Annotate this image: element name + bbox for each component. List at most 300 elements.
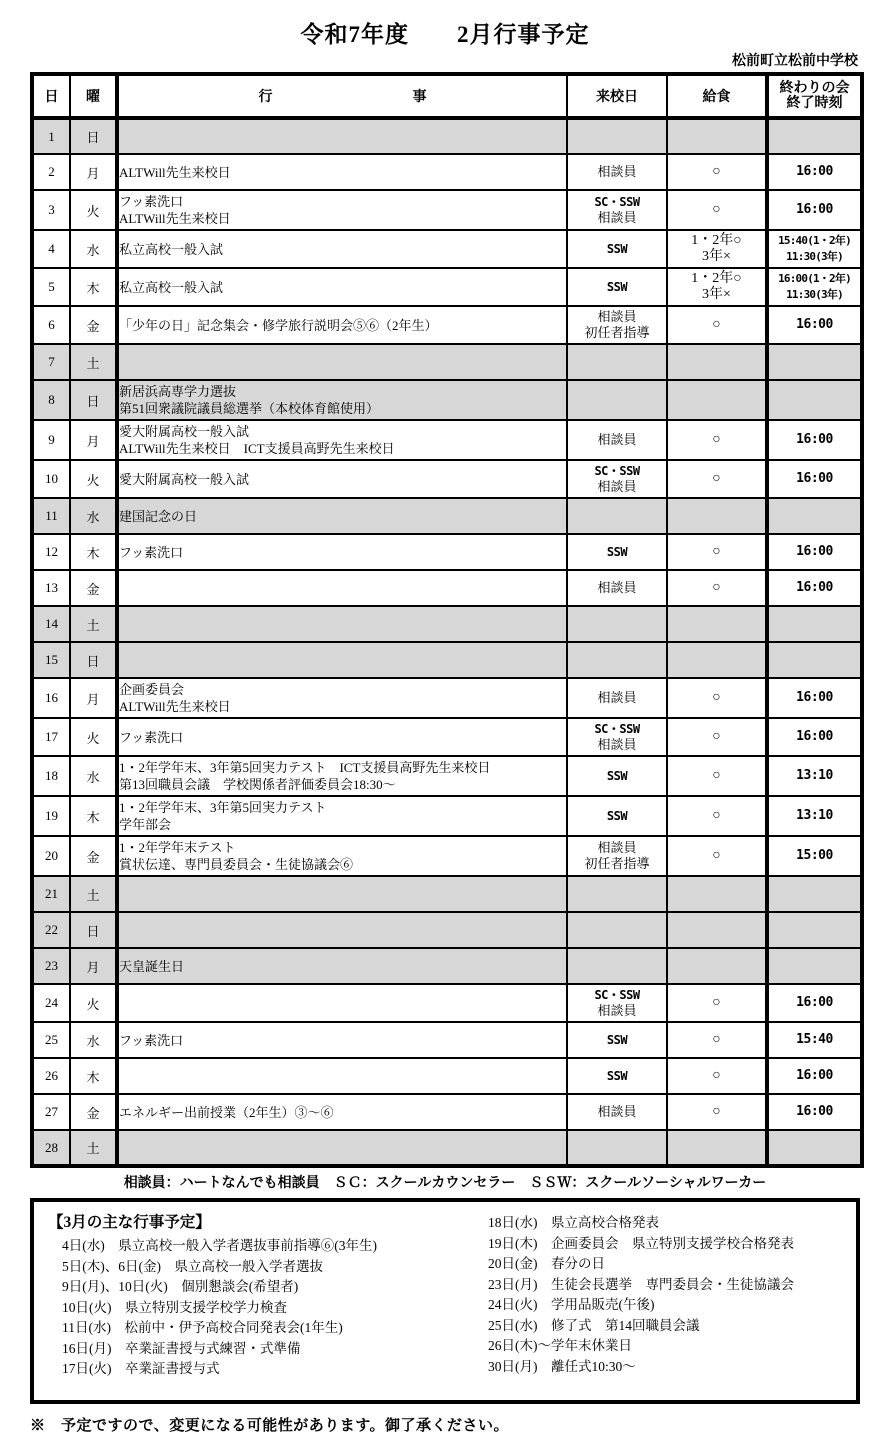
- header-endtime-line2: 終了時刻: [786, 96, 843, 111]
- lunch-cell: [667, 154, 767, 190]
- end-time-cell: [767, 420, 862, 460]
- weekday-cell-line: 水: [86, 1033, 100, 1049]
- lunch-cell-line: ○: [712, 1104, 721, 1119]
- visitor-cell-line: SSW: [606, 545, 628, 559]
- weekday-cell: [70, 1058, 117, 1094]
- day-cell: [32, 1094, 70, 1130]
- weekday-cell: [70, 498, 117, 534]
- weekday-cell-line: 日: [86, 393, 100, 409]
- march-list-right: [488, 1213, 844, 1377]
- weekday-cell: [70, 190, 117, 230]
- events-cell: [117, 460, 567, 498]
- end-time-cell: [767, 796, 862, 836]
- events-cell: [117, 118, 567, 154]
- lunch-cell: [667, 912, 767, 948]
- day-cell-line: 9: [48, 432, 55, 447]
- end-time-cell: [767, 984, 862, 1022]
- end-time-cell-line: 11:30(3年): [786, 288, 843, 301]
- table-row: [32, 796, 862, 836]
- events-cell: [117, 836, 567, 876]
- weekday-cell: [70, 876, 117, 912]
- day-cell-line: 4: [48, 241, 55, 256]
- day-cell: [32, 876, 70, 912]
- day-cell-line: 12: [45, 544, 58, 559]
- end-time-cell-line: 13:10: [796, 808, 833, 823]
- weekday-cell-line: 火: [86, 472, 100, 488]
- march-schedule-box: [30, 1198, 860, 1404]
- events-cell: [117, 796, 567, 836]
- events-cell: [117, 190, 567, 230]
- weekday-cell-line: 水: [86, 769, 100, 785]
- lunch-cell-line: ○: [712, 471, 721, 486]
- end-time-cell: [767, 118, 862, 154]
- day-cell: [32, 984, 70, 1022]
- end-time-cell: [767, 380, 862, 420]
- day-cell: [32, 1058, 70, 1094]
- end-time-cell: [767, 306, 862, 344]
- visitor-cell: [567, 948, 667, 984]
- march-event-item: 11日(水) 松前中・伊予高校合同発表会(1年生): [62, 1320, 343, 1335]
- end-time-cell-line: 16:00: [796, 729, 833, 744]
- day-cell: [32, 268, 70, 306]
- day-cell-line: 20: [45, 848, 58, 863]
- visitor-cell-line: SC・SSW: [594, 722, 640, 736]
- lunch-cell-line: ○: [712, 202, 721, 217]
- events-cell-line: 企画委員会: [119, 682, 185, 697]
- end-time-cell-line: 16:00: [796, 690, 833, 705]
- day-cell: [32, 796, 70, 836]
- schedule-table: [30, 72, 864, 1168]
- day-cell-line: 22: [45, 922, 58, 937]
- weekday-cell-line: 火: [86, 996, 100, 1012]
- weekday-cell-line: 木: [86, 1069, 100, 1085]
- visitor-cell-line: 相談員: [597, 479, 637, 494]
- events-cell: [117, 606, 567, 642]
- header-endtime-line1: 終わりの会: [779, 81, 850, 96]
- march-event-item: 17日(火) 卒業証書授与式: [62, 1361, 220, 1376]
- table-row: [32, 756, 862, 796]
- weekday-cell: [70, 642, 117, 678]
- weekday-cell: [70, 1130, 117, 1166]
- visitor-cell: [567, 380, 667, 420]
- march-event-item: 9日(月)、10日(火) 個別懇談会(希望者): [62, 1279, 299, 1294]
- lunch-cell-line: ○: [712, 580, 721, 595]
- end-time-cell: [767, 498, 862, 534]
- end-time-cell: [767, 948, 862, 984]
- lunch-cell: [667, 498, 767, 534]
- events-cell: [117, 268, 567, 306]
- events-cell: [117, 718, 567, 756]
- day-cell: [32, 1022, 70, 1058]
- weekday-cell: [70, 534, 117, 570]
- schedule-header: [32, 74, 862, 118]
- table-row: [32, 230, 862, 268]
- visitor-cell-line: 初任者指導: [584, 856, 650, 871]
- header-endtime: [767, 74, 862, 118]
- events-cell: [117, 380, 567, 420]
- events-cell: [117, 534, 567, 570]
- lunch-cell: [667, 420, 767, 460]
- weekday-cell: [70, 796, 117, 836]
- weekday-cell-line: 火: [86, 730, 100, 746]
- visitor-cell: [567, 1022, 667, 1058]
- day-cell: [32, 1130, 70, 1166]
- march-event-item: 10日(火) 県立特別支援学校学力検査: [62, 1299, 287, 1315]
- march-event-item: 26日(木)～学年末休業日: [488, 1338, 632, 1353]
- end-time-cell-line: 16:00: [796, 580, 833, 595]
- day-cell-line: 8: [48, 392, 55, 407]
- end-time-cell-line: 16:00: [796, 1104, 833, 1119]
- end-time-cell-line: 16:00: [796, 1068, 833, 1083]
- visitor-cell: [567, 268, 667, 306]
- table-row: [32, 306, 862, 344]
- events-cell-line: 1・2年学年末、3年第5回実力テスト ICT支援員高野先生来校日: [119, 760, 491, 775]
- march-event-item: 20日(金) 春分の日: [488, 1256, 605, 1271]
- weekday-cell-line: 土: [86, 887, 100, 903]
- end-time-cell: [767, 606, 862, 642]
- weekday-cell: [70, 154, 117, 190]
- end-time-cell: [767, 154, 862, 190]
- events-cell: [117, 420, 567, 460]
- day-cell: [32, 678, 70, 718]
- header-events: 行 事: [117, 74, 567, 118]
- weekday-cell-line: 木: [86, 809, 100, 825]
- visitor-cell: [567, 876, 667, 912]
- end-time-cell: [767, 1022, 862, 1058]
- events-cell: [117, 344, 567, 380]
- visitor-cell: [567, 796, 667, 836]
- table-row: [32, 118, 862, 154]
- events-cell: [117, 1058, 567, 1094]
- day-cell: [32, 306, 70, 344]
- table-row: [32, 420, 862, 460]
- lunch-cell: [667, 534, 767, 570]
- visitor-cell-line: 相談員: [597, 690, 637, 705]
- weekday-cell: [70, 460, 117, 498]
- end-time-cell: [767, 836, 862, 876]
- weekday-cell: [70, 344, 117, 380]
- march-event-item: 4日(水) 県立高校一般入学者選抜事前指導⑥(3年生): [62, 1238, 377, 1253]
- header-lunch: 給食: [667, 74, 767, 118]
- lunch-cell: [667, 460, 767, 498]
- visitor-cell: [567, 1058, 667, 1094]
- lunch-cell-line: ○: [712, 729, 721, 744]
- visitor-cell-line: 相談員: [597, 1003, 637, 1018]
- weekday-cell: [70, 836, 117, 876]
- table-row: [32, 678, 862, 718]
- visitor-cell: [567, 642, 667, 678]
- day-cell-line: 21: [45, 886, 58, 901]
- visitor-cell-line: SC・SSW: [594, 195, 640, 209]
- lunch-cell: [667, 118, 767, 154]
- end-time-cell: [767, 876, 862, 912]
- weekday-cell-line: 日: [86, 130, 100, 145]
- visitor-cell-line: 相談員: [597, 164, 637, 179]
- table-row: [32, 498, 862, 534]
- visitor-cell: [567, 912, 667, 948]
- lunch-cell-line: 3年×: [702, 249, 731, 264]
- events-cell-line: 愛大附属高校一般入試: [119, 471, 250, 487]
- lunch-cell-line: ○: [712, 995, 721, 1010]
- day-cell-line: 25: [45, 1032, 58, 1047]
- weekday-cell: [70, 380, 117, 420]
- march-right-column: [488, 1212, 844, 1380]
- weekday-cell: [70, 678, 117, 718]
- table-row: [32, 948, 862, 984]
- lunch-cell-line: ○: [712, 432, 721, 447]
- day-cell: [32, 948, 70, 984]
- events-cell-line: 賞状伝達、専門員委員会・生徒協議会⑥: [119, 857, 354, 872]
- events-cell-line: フッ素洗口: [119, 544, 184, 560]
- march-event-item: 23日(月) 生徒会長選挙 専門委員会・生徒協議会: [488, 1276, 794, 1292]
- end-time-cell: [767, 460, 862, 498]
- lunch-cell-line: ○: [712, 317, 721, 332]
- events-cell: [117, 230, 567, 268]
- end-time-cell: [767, 912, 862, 948]
- events-cell-line: 天皇誕生日: [119, 958, 185, 974]
- visitor-cell: [567, 756, 667, 796]
- visitor-cell: [567, 534, 667, 570]
- lunch-cell-line: ○: [712, 808, 721, 823]
- page-title: 令和7年度 2月行事予定: [300, 22, 590, 47]
- day-cell-line: 16: [45, 690, 58, 705]
- header-day: 日: [32, 74, 70, 118]
- lunch-cell: [667, 268, 767, 306]
- weekday-cell-line: 金: [86, 318, 100, 334]
- table-row: [32, 718, 862, 756]
- end-time-cell: [767, 1094, 862, 1130]
- visitor-cell: [567, 344, 667, 380]
- day-cell-line: 26: [45, 1068, 58, 1083]
- day-cell-line: 6: [48, 317, 55, 332]
- day-cell: [32, 642, 70, 678]
- day-cell-line: 2: [48, 164, 55, 179]
- weekday-cell-line: 土: [86, 617, 100, 633]
- end-time-cell-line: 15:40(1・2年): [778, 234, 851, 247]
- lunch-cell-line: ○: [712, 544, 721, 559]
- events-cell: [117, 948, 567, 984]
- lunch-cell-line: 1・2年○: [691, 271, 742, 286]
- march-list-left: [48, 1236, 488, 1380]
- end-time-cell: [767, 756, 862, 796]
- weekday-cell: [70, 420, 117, 460]
- day-cell: [32, 756, 70, 796]
- events-cell-line: ALTWill先生来校日: [119, 699, 231, 714]
- weekday-cell-line: 日: [86, 653, 100, 669]
- lunch-cell: [667, 756, 767, 796]
- weekday-cell-line: 月: [86, 959, 100, 975]
- weekday-cell: [70, 306, 117, 344]
- day-cell-line: 14: [45, 616, 58, 631]
- visitor-cell: [567, 1130, 667, 1166]
- lunch-cell-line: ○: [712, 164, 721, 179]
- lunch-cell: [667, 796, 767, 836]
- day-cell-line: 27: [45, 1104, 58, 1119]
- day-cell: [32, 344, 70, 380]
- weekday-cell: [70, 1094, 117, 1130]
- end-time-cell-line: 15:40: [796, 1032, 833, 1047]
- table-row: [32, 984, 862, 1022]
- lunch-cell: [667, 984, 767, 1022]
- events-cell: [117, 678, 567, 718]
- lunch-cell-line: ○: [712, 848, 721, 863]
- weekday-cell-line: 月: [86, 165, 100, 181]
- events-cell-line: 私立高校一般入試: [119, 241, 224, 257]
- events-cell-line: 建国記念の日: [119, 508, 198, 524]
- visitor-cell-line: 相談員: [597, 580, 637, 595]
- day-cell: [32, 154, 70, 190]
- visitor-cell: [567, 154, 667, 190]
- weekday-cell-line: 金: [86, 581, 100, 597]
- lunch-cell: [667, 344, 767, 380]
- day-cell-line: 5: [48, 279, 55, 294]
- visitor-cell-line: 相談員: [597, 210, 637, 225]
- visitor-cell-line: 相談員: [597, 1104, 637, 1119]
- end-time-cell: [767, 678, 862, 718]
- events-cell: [117, 306, 567, 344]
- visitor-cell-line: SSW: [606, 809, 628, 823]
- visitor-cell-line: SSW: [606, 1069, 628, 1083]
- end-time-cell-line: 16:00: [796, 544, 833, 559]
- lunch-cell: [667, 570, 767, 606]
- table-row: [32, 912, 862, 948]
- events-cell: [117, 1022, 567, 1058]
- weekday-cell: [70, 756, 117, 796]
- lunch-cell: [667, 1130, 767, 1166]
- table-row: [32, 190, 862, 230]
- table-row: [32, 606, 862, 642]
- day-cell: [32, 190, 70, 230]
- day-cell: [32, 380, 70, 420]
- table-row: [32, 534, 862, 570]
- visitor-cell-line: 相談員: [597, 737, 637, 752]
- end-time-cell-line: 16:00: [796, 432, 833, 447]
- lunch-cell: [667, 606, 767, 642]
- events-cell-line: 私立高校一般入試: [119, 279, 224, 295]
- visitor-cell: [567, 230, 667, 268]
- weekday-cell: [70, 570, 117, 606]
- table-row: [32, 268, 862, 306]
- lunch-cell-line: 3年×: [702, 287, 731, 302]
- day-cell-line: 3: [48, 202, 55, 217]
- visitor-cell: [567, 718, 667, 756]
- day-cell-line: 28: [45, 1139, 58, 1155]
- weekday-cell: [70, 230, 117, 268]
- events-cell: [117, 570, 567, 606]
- lunch-cell: [667, 876, 767, 912]
- events-cell-line: 第51回衆議院議員総選挙（本校体育館使用）: [119, 401, 380, 416]
- day-cell: [32, 912, 70, 948]
- visitor-cell-line: 初任者指導: [584, 325, 650, 340]
- lunch-cell: [667, 1022, 767, 1058]
- weekday-cell-line: 水: [86, 509, 100, 525]
- march-event-item: 25日(水) 修了式 第14回職員会議: [488, 1317, 700, 1333]
- table-row: [32, 876, 862, 912]
- visitor-cell-line: 相談員: [597, 432, 637, 447]
- lunch-cell: [667, 190, 767, 230]
- end-time-cell: [767, 1058, 862, 1094]
- day-cell: [32, 836, 70, 876]
- march-event-item: 24日(火) 学用品販売(午後): [488, 1297, 655, 1312]
- school-name: 松前町立松前中学校: [732, 54, 858, 69]
- visitor-cell-line: SSW: [606, 280, 628, 294]
- schedule-body: [32, 118, 862, 1166]
- events-cell: [117, 642, 567, 678]
- end-time-cell: [767, 534, 862, 570]
- end-time-cell-line: 13:10: [796, 768, 833, 783]
- day-cell: [32, 118, 70, 154]
- weekday-cell-line: 金: [86, 1105, 100, 1121]
- end-time-cell: [767, 268, 862, 306]
- end-time-cell-line: 16:00: [796, 202, 833, 217]
- end-time-cell-line: 16:00: [796, 995, 833, 1010]
- weekday-cell: [70, 268, 117, 306]
- table-row: [32, 1022, 862, 1058]
- visitor-cell-line: SC・SSW: [594, 988, 640, 1002]
- day-cell-line: 11: [45, 508, 58, 523]
- lunch-cell-line: ○: [712, 690, 721, 705]
- header-weekday: 曜: [70, 74, 117, 118]
- weekday-cell: [70, 118, 117, 154]
- events-cell-line: 愛大附属高校一般入試: [119, 424, 250, 439]
- visitor-cell: [567, 836, 667, 876]
- weekday-cell: [70, 606, 117, 642]
- day-cell-line: 7: [48, 354, 55, 369]
- events-cell-line: フッ素洗口: [119, 1032, 184, 1048]
- visitor-cell: [567, 190, 667, 230]
- table-row: [32, 1130, 862, 1166]
- visitor-cell-line: SC・SSW: [594, 464, 640, 478]
- day-cell-line: 18: [45, 768, 58, 783]
- day-cell: [32, 606, 70, 642]
- events-cell-line: 新居浜高専学力選抜: [119, 384, 237, 399]
- lunch-cell-line: ○: [712, 1068, 721, 1083]
- visitor-cell: [567, 420, 667, 460]
- visitor-cell: [567, 984, 667, 1022]
- weekday-cell-line: 土: [86, 1141, 100, 1156]
- march-left-column: [48, 1212, 488, 1380]
- day-cell-line: 24: [45, 995, 58, 1010]
- visitor-cell: [567, 1094, 667, 1130]
- visitor-cell-line: 相談員: [597, 309, 637, 324]
- weekday-cell: [70, 912, 117, 948]
- day-cell: [32, 420, 70, 460]
- lunch-cell-line: 1・2年○: [691, 233, 742, 248]
- abbreviation-footnote: 相談員：ハートなんでも相談員 ＳＣ：スクールカウンセラー ＳＳＷ：スクールソーシャルワーカー: [123, 1176, 767, 1191]
- visitor-cell-line: SSW: [606, 1033, 628, 1047]
- table-row: [32, 154, 862, 190]
- events-cell: [117, 756, 567, 796]
- table-row: [32, 380, 862, 420]
- disclaimer-note: ※ 予定ですので、変更になる可能性があります。御了承ください。: [30, 1417, 510, 1434]
- table-row: [32, 570, 862, 606]
- day-cell: [32, 718, 70, 756]
- table-row: [32, 1094, 862, 1130]
- table-row: [32, 836, 862, 876]
- weekday-cell-line: 日: [86, 923, 100, 939]
- march-event-item: 5日(木)、6日(金) 県立高校一般入学者選抜: [62, 1258, 323, 1274]
- weekday-cell-line: 金: [86, 849, 100, 865]
- visitor-cell-line: 相談員: [597, 840, 637, 855]
- weekday-cell-line: 木: [86, 545, 100, 561]
- visitor-cell: [567, 498, 667, 534]
- day-cell-line: 19: [45, 808, 58, 823]
- march-event-item: 18日(水) 県立高校合格発表: [488, 1215, 659, 1230]
- events-cell-line: ALTWill先生来校日: [119, 211, 231, 226]
- weekday-cell: [70, 718, 117, 756]
- day-cell-line: 23: [45, 958, 58, 973]
- lunch-cell: [667, 718, 767, 756]
